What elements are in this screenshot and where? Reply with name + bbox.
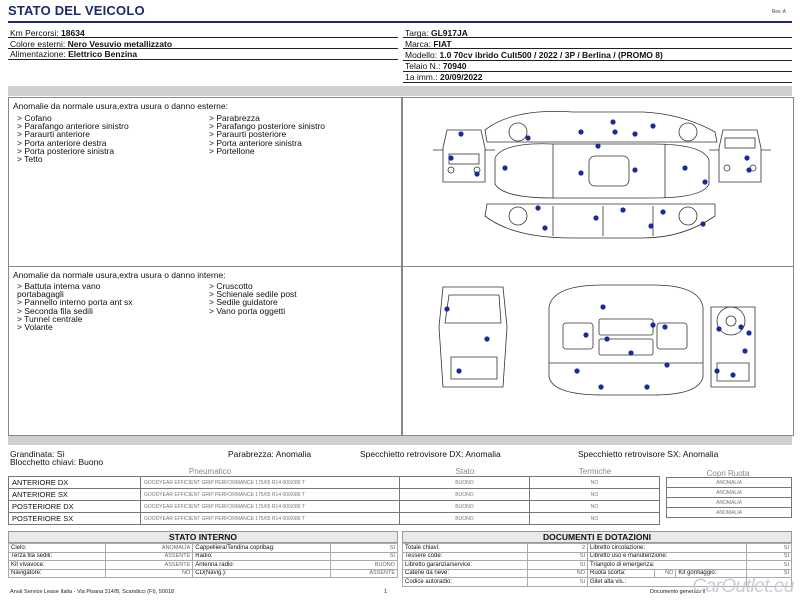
- table-row: Kit vivavoce: ASSENTE Antenna radio: BUONO: [9, 561, 398, 570]
- header-copri-ruota: Copri Ruota: [706, 469, 750, 478]
- table-row: Libretto garanzia/service: SI Triangolo di emergenza: SI: [403, 561, 792, 570]
- table-row: POSTERIORE SX GOODYEAR EFFICIENT GRIP PERFORMANCE 175/65 R14 000/086 T BUONO NO: [9, 513, 660, 525]
- grandinata-text: Grandinata: Sì: [10, 449, 65, 459]
- header-termiche: Termiche: [578, 467, 612, 476]
- page-title: STATO DEL VEICOLO: [8, 3, 145, 18]
- external-diagram-box: [402, 97, 794, 267]
- section-band-2: [8, 436, 792, 445]
- table-row: Codice autoradio: SI Gilet alta vis.:: [403, 578, 792, 587]
- colore-row: Colore esterni: Nero Vesuvio metallizzato: [10, 39, 173, 49]
- revision-label: Rev. A: [771, 9, 786, 15]
- targa-row: Targa: GL917JA: [405, 28, 468, 38]
- parabrezza-text: Parabrezza: Anomalia: [228, 449, 312, 459]
- stato-interno-table: [8, 543, 398, 578]
- internal-anomalies-box: [8, 266, 402, 436]
- external-anomalies-box: [8, 97, 402, 267]
- external-list-col1: > Cofano > Parafango anteriore sinistro > Paraurti anteriore > Porta anteriore destra > Porta posteriore sinistra > Tetto: [17, 113, 129, 165]
- specchietto-sx-text: Specchietto retrovisore SX: Anomalia: [578, 449, 719, 459]
- internal-list-col1: > Battuta interna vano portabagagli > Pannello interno porta ant sx > Seconda fila sedili > Tunnel centrale > Volante: [17, 281, 133, 333]
- internal-title: Anomalie da normale usura,extra usura o danno interne:: [13, 270, 226, 280]
- blocchetto-text: Blocchetto chiavi: Buono: [10, 457, 104, 467]
- telaio-row: Telaio N.: 70940: [405, 61, 467, 71]
- external-list-col2: > Parabrezza > Parafango posteriore sinistro > Paraurti posteriore > Porta anteriore sinistra > Portellone: [209, 113, 325, 156]
- table-row: Totale chiavi: 2 Libretto circolazione: SI: [403, 544, 792, 553]
- table-row: Cielo: ANOMALIA Cappelliera/Tendina copribag: SI: [9, 544, 398, 553]
- marca-row: Marca: FIAT: [405, 39, 452, 49]
- exterior-car-diagram: [403, 98, 793, 266]
- documenti-title: DOCUMENTI E DOTAZIONI: [402, 531, 792, 543]
- internal-list-col2: > Cruscotto > Schienale sedile post > Sedile guidatore > Vano porta oggetti: [209, 281, 297, 316]
- header-pneumatico: Pneumatico: [188, 467, 232, 476]
- table-row: Navigatore: NO CD(Navig.): ASSENTE: [9, 569, 398, 578]
- caroutlet-watermark: CarOutlet.eu: [692, 576, 794, 597]
- table-row: ANTERIORE DX GOODYEAR EFFICIENT GRIP PERFORMANCE 175/65 R14 000/086 T BUONO NO: [9, 477, 660, 489]
- table-row: Tessere code: SI Libretto uso e manutenzione: SI: [403, 552, 792, 561]
- header-stato: Stato: [455, 467, 475, 476]
- table-row: POSTERIORE DX GOODYEAR EFFICIENT GRIP PERFORMANCE 175/65 R14 000/086 T BUONO NO: [9, 501, 660, 513]
- stato-interno-title: STATO INTERNO: [8, 531, 398, 543]
- table-row: Terza fila sedili: ASSENTE Radio: SI: [9, 552, 398, 561]
- footer-generated: Documento generato il: [650, 589, 706, 595]
- km-row: Km Percorsi: 18634: [10, 28, 85, 38]
- footer-address: Arval Service Lease Italia - Via Pisana 314/B, Scandicci (FI), 50018: [10, 589, 175, 595]
- interior-car-diagram: [403, 267, 793, 435]
- specchietto-dx-text: Specchietto retrovisore DX: Anomalia: [360, 449, 501, 459]
- external-title: Anomalie da normale usura,extra usura o danno esterne:: [13, 101, 228, 111]
- tyres-table: [8, 476, 660, 525]
- footer-page: 1: [384, 589, 388, 595]
- modello-row: Modello: 1.0 70cv ibrido Cult500 / 2022 / 3P / Berlina / (PROMO 8): [405, 50, 663, 60]
- section-band: [8, 86, 792, 96]
- immatricolazione-row: 1a imm.: 20/09/2022: [405, 72, 483, 82]
- copri-ruota-table: ANOMALIA ANOMALIA ANOMALIA ANOMALIA: [666, 477, 792, 518]
- title-rule: [8, 21, 792, 23]
- table-row: Catene da neve: NO Ruota scorta: NO Kit gonfiaggio: SI: [403, 569, 792, 578]
- table-row: ANTERIORE SX GOODYEAR EFFICIENT GRIP PERFORMANCE 175/65 R14 000/086 T BUONO NO: [9, 489, 660, 501]
- alimentazione-row: Alimentazione: Elettrico Benzina: [10, 49, 138, 59]
- internal-diagram-box: [402, 266, 794, 436]
